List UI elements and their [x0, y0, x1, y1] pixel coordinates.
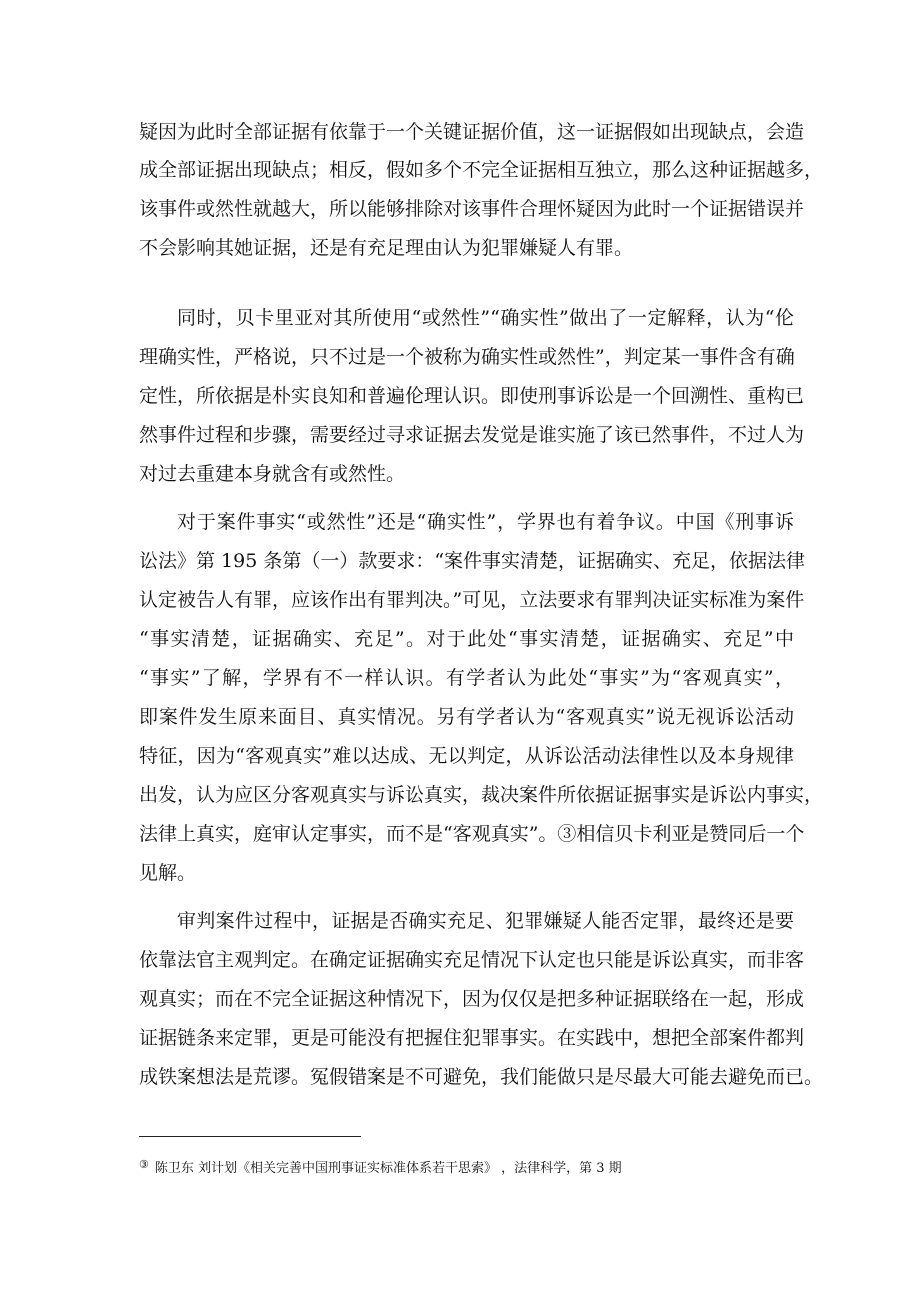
paragraph-3-line-10: 见解。 [139, 862, 197, 884]
paragraph-2-line-4: 然事件过程和步骤，需要经过寻求证据去发觉是谁实施了该已然事件，不过人为 [139, 424, 805, 446]
paragraph-3-line-7: 特征，因为“客观真实”难以达成、无以判定，从诉讼活动法律性以及本身规律 [139, 745, 794, 767]
paragraph-3-line-9: 法律上真实，庭审认定事实，而不是“客观真实”。③相信贝卡利亚是赞同后一个 [139, 823, 805, 845]
paragraph-1-line-2: 成全部证据出现缺点；相反，假如多个不完全证据相互独立，那么这种证据越多， [139, 159, 824, 181]
paragraph-4-line-3: 观真实；而在不完全证据这种情况下，因为仅仅是把多种证据联络在一起，形成 [139, 988, 805, 1010]
footnote-text: 陈卫东 刘计划《相关完善中国刑事证实标准体系若干思索》 ，法律科学，第 3 期 [154, 1161, 622, 1176]
paragraph-3-line-4: “事实清楚，证据确实、充足”。对于此处“事实清楚，证据确实、充足”中 [139, 628, 794, 650]
paragraph-2-line-1: 同时，贝卡里亚对其所使用“或然性”“确实性”做出了一定解释，认为“伦 [177, 307, 794, 329]
paragraph-3-line-6: 即案件发生原来面目、真实情况。另有学者认为“客观真实”说无视诉讼活动 [139, 706, 794, 728]
paragraph-4-line-5: 成铁案想法是荒谬。冤假错案是不可避免，我们能做只是尽最大可能去避免而已。 [139, 1066, 824, 1088]
paragraph-4-line-4: 证据链条来定罪，更是可能没有把握住犯罪事实。在实践中，想把全部案件都判 [139, 1027, 805, 1049]
paragraph-2-line-2: 理确实性，严格说，只不过是一个被称为确实性或然性”，判定某一事件含有确 [139, 346, 795, 368]
paragraph-1-line-1: 疑因为此时全部证据有依靠于一个关键证据价值，这一证据假如出现缺点，会造 [139, 121, 805, 143]
paragraph-1-line-4: 不会影响其她证据，还是有充足理由认为犯罪嫌疑人有罪。 [139, 237, 634, 259]
paragraph-4-line-1: 审判案件过程中，证据是否确实充足、犯罪嫌疑人能否定罪，最终还是要 [177, 910, 794, 932]
paragraph-2-line-3: 定性，所依据是朴实良知和普遍伦理认识。即使刑事诉讼是一个回溯性、重构已 [139, 385, 805, 407]
paragraph-3-line-5: “事实”了解，学界有不一样认识。有学者认为此处“事实”为“客观真实”， [139, 667, 794, 689]
paragraph-3-line-3: 认定被告人有罪，应该作出有罪判决。”可见，立法要求有罪判决证实标准为案件 [139, 589, 805, 611]
footnote-separator [139, 1136, 361, 1137]
paragraph-3-line-8: 出发，认为应区分客观真实与诉讼真实，裁决案件所依据证据事实是诉讼内事实， [139, 784, 824, 806]
paragraph-3-line-2: 讼法》第 195 条第（一）款要求：“案件事实清楚，证据确实、充足，依据法律 [139, 550, 806, 572]
paragraph-2-line-5: 对过去重建本身就含有或然性。 [139, 463, 406, 485]
footnote-marker: ③ [139, 1158, 149, 1171]
footnote [139, 1156, 622, 1178]
paragraph-3-line-1: 对于案件事实“或然性”还是“确实性”，学界也有着争议。中国《刑事诉 [177, 511, 794, 533]
paragraph-1-line-3: 该事件或然性就越大，所以能够排除对该事件合理怀疑因为此时一个证据错误并 [139, 198, 805, 220]
paragraph-4-line-2: 依靠法官主观判定。在确定证据确实充足情况下认定也只能是诉讼真实，而非客 [139, 949, 805, 971]
